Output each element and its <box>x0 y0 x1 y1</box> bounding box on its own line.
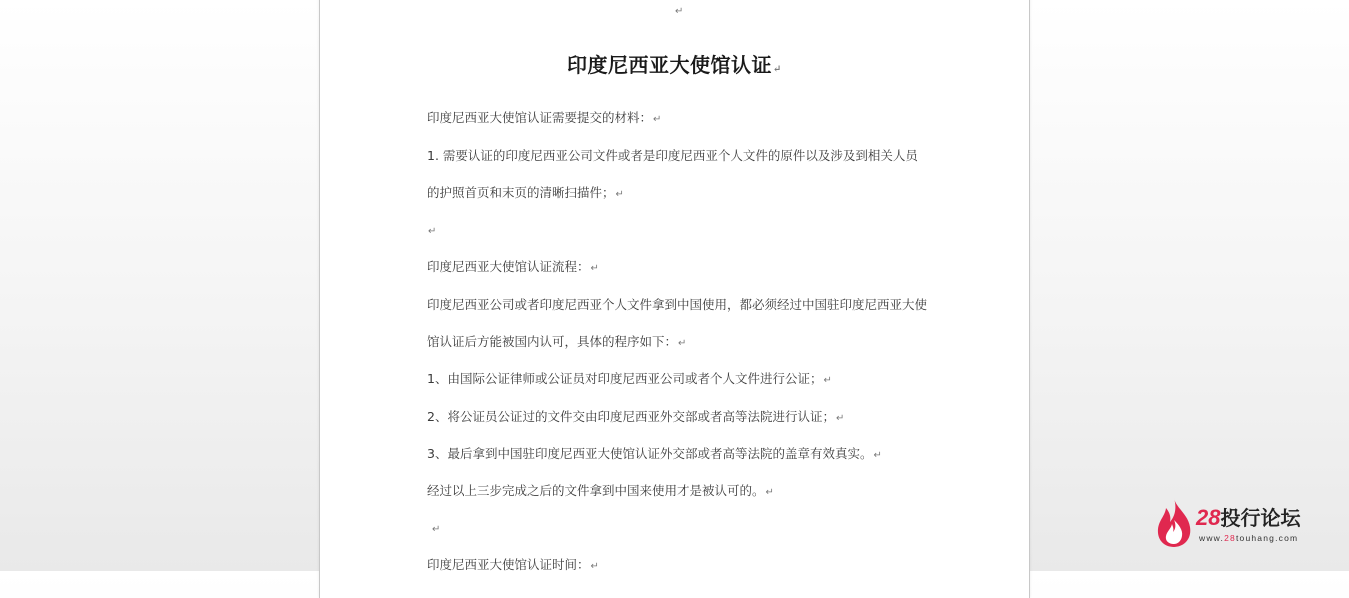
paragraph: 1. 需要认证的印度尼西亚公司文件或者是印度尼西亚个人文件的原件以及涉及到相关人员 <box>427 148 918 163</box>
paragraph: 1、由国际公证律师或公证员对印度尼西亚公司或者个人文件进行公证；↵ <box>427 371 832 386</box>
flame-icon <box>1154 496 1194 548</box>
paragraph: 2、将公证员公证过的文件交由印度尼西亚外交部或者高等法院进行认证；↵ <box>427 409 845 424</box>
paragraph: 印度尼西亚大使馆认证需要提交的材料：↵ <box>427 110 662 125</box>
paragraph: 3、最后拿到中国驻印度尼西亚大使馆认证外交部或者高等法院的盖章有效真实。↵ <box>427 446 882 461</box>
paragraph: 的护照首页和末页的清晰扫描件；↵ <box>427 185 624 200</box>
paragraph: 经过以上三步完成之后的文件拿到中国来使用才是被认可的。↵ <box>427 483 774 498</box>
watermark-logo <box>1154 496 1334 550</box>
document-page <box>319 0 1030 598</box>
watermark-url: www.28touhang.com <box>1199 533 1299 543</box>
paragraph-mark: ↵ <box>675 6 684 17</box>
paragraph: 印度尼西亚大使馆认证时间：↵ <box>427 557 599 572</box>
document-title: 印度尼西亚大使馆认证↵ <box>567 53 782 77</box>
watermark-brand: 28投行论坛 <box>1196 505 1301 530</box>
paragraph-empty: ↵ <box>432 524 441 535</box>
paragraph: 馆认证后方能被国内认可，具体的程序如下：↵ <box>427 334 687 349</box>
paragraph-empty: ↵ <box>428 226 437 237</box>
paragraph: 印度尼西亚大使馆认证流程：↵ <box>427 259 599 274</box>
paragraph: 印度尼西亚公司或者印度尼西亚个人文件拿到中国使用，都必须经过中国驻印度尼西亚大使 <box>427 297 928 312</box>
